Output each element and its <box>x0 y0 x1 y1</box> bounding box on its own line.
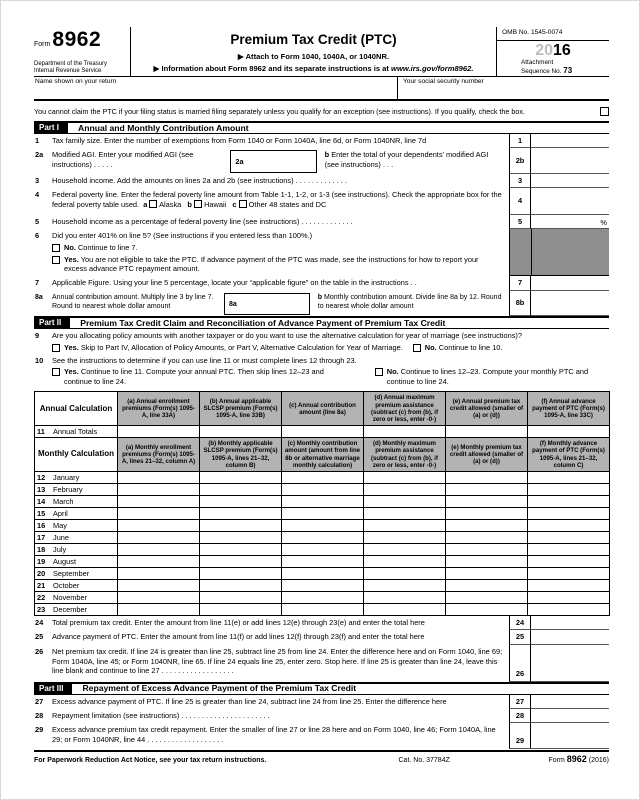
month-row-november: 22 November <box>35 591 610 603</box>
line27-box-label: 27 <box>509 695 531 709</box>
line29-text: Excess advance premium tax credit repayment. Enter the smaller of line 27 or line 28 here and on Form 1040, line 46; Form 1040A, line 29; or Form 1040NR, line 44 . . . . . . . . . . . . . . . . . . . <box>52 724 496 744</box>
part3-header <box>34 682 609 695</box>
line25-row <box>34 630 609 645</box>
line26-box-label: 26 <box>509 645 531 682</box>
march-cell-b[interactable] <box>200 495 282 507</box>
annual-col-f-header: (f) Annual advance payment of PTC (Form(s) 1095-A, line 33C) <box>528 392 610 426</box>
july-cell-a[interactable] <box>118 543 200 555</box>
line8a-number: 8a <box>35 294 43 302</box>
october-cell-b[interactable] <box>200 579 282 591</box>
annual-col-d-header: (d) Annual maximum premium assistance (subtract (c) from (b), if zero or less, enter -0-) <box>364 392 446 426</box>
line1-number: 1 <box>35 136 40 146</box>
line8a-amount-field[interactable] <box>241 294 309 314</box>
line8a-entry-box <box>224 293 310 315</box>
line1-text: Tax family size. Enter the number of exemptions from Form 1040 or Form 1040A, line 6d, or Form 1040NR, line 7d <box>52 136 427 146</box>
september-cell-c[interactable] <box>282 567 364 579</box>
june-cell-e[interactable] <box>446 531 528 543</box>
line29-box-label: 29 <box>509 723 531 749</box>
annual-col-e-header: (e) Annual premium tax credit allowed (smaller of (a) or (d)) <box>446 392 528 426</box>
june-cell-b[interactable] <box>200 531 282 543</box>
form-number: 8962 <box>52 28 102 51</box>
line25-amount-field[interactable] <box>531 630 609 645</box>
september-cell-f[interactable] <box>528 567 610 579</box>
line25-number: 25 <box>35 631 44 641</box>
september-cell-a[interactable] <box>118 567 200 579</box>
annual-calculation-label: Annual Calculation <box>35 392 118 426</box>
monthly-calculation-label: Monthly Calculation <box>35 438 118 472</box>
line6-text: Did you enter 401% on line 5? (See instructions if you entered less than 100%.) <box>52 231 313 241</box>
april-cell-f[interactable] <box>528 507 610 519</box>
irs-url: www.irs.gov/form8962. <box>391 64 474 74</box>
line29-amount-field[interactable] <box>531 723 609 749</box>
february-cell-f[interactable] <box>528 483 610 495</box>
line2-row <box>34 148 609 174</box>
line27-text: Excess advance payment of PTC. If line 25 is greater than line 24, subtract line 24 from line 25. Enter the difference here <box>52 696 447 706</box>
line4-alaska-checkbox[interactable] <box>149 200 157 208</box>
line4-row <box>34 188 609 215</box>
line11-cell-c[interactable] <box>282 426 364 438</box>
february-cell-a[interactable] <box>118 483 200 495</box>
month-row-june: 17 June <box>35 531 610 543</box>
month-row-october: 21 October <box>35 579 610 591</box>
monthly-col-d-header: (d) Monthly maximum premium assistance (subtract (c) from (b), if zero or less, enter -0-) <box>364 438 446 472</box>
part1-title: Annual and Monthly Contribution Amount <box>78 122 249 133</box>
may-cell-b[interactable] <box>200 519 282 531</box>
february-cell-e[interactable] <box>446 483 528 495</box>
may-cell-c[interactable] <box>282 519 364 531</box>
april-cell-c[interactable] <box>282 507 364 519</box>
part3-title: Repayment of Excess Advance Payment of the Premium Tax Credit <box>82 683 357 694</box>
line28-amount-field[interactable] <box>531 709 609 723</box>
line2a-text: Modified AGI. Enter your modified AGI (see instructions) . . . . . <box>52 150 194 169</box>
line25-box-label: 25 <box>509 630 531 645</box>
line7-row <box>34 276 609 291</box>
line28-box-label: 28 <box>509 709 531 723</box>
march-cell-e[interactable] <box>446 495 528 507</box>
line24-amount-field[interactable] <box>531 616 609 630</box>
line4-amount-field[interactable] <box>531 188 609 215</box>
line24-number: 24 <box>35 617 44 627</box>
january-cell-c[interactable] <box>282 471 364 483</box>
line6-number: 6 <box>35 231 40 241</box>
line8a-box-label: 8a <box>229 300 237 308</box>
line10-text: See the instructions to determine if you can use line 11 or must complete lines 12 through 23. <box>52 355 357 365</box>
line9-yes-checkbox[interactable] <box>52 344 60 352</box>
line6-row <box>34 229 609 276</box>
line8b-box-label: 8b <box>509 291 531 316</box>
august-cell-f[interactable] <box>528 555 610 567</box>
january-cell-f[interactable] <box>528 471 610 483</box>
catalog-number: Cat. No. 37784Z <box>398 756 450 764</box>
line2a-amount-field[interactable] <box>248 151 316 172</box>
line3-amount-field[interactable] <box>531 174 609 188</box>
line7-text: Applicable Figure. Using your line 5 percentage, locate your “applicable figure” on the table in the instructions . . <box>52 278 417 288</box>
july-cell-b[interactable] <box>200 543 282 555</box>
line28-number: 28 <box>35 710 44 720</box>
line2a-box-label: 2a <box>235 156 244 166</box>
monthly-col-a-header: (a) Monthly enrollment premiums (Form(s) 1095-A, lines 21–32, column A) <box>118 438 200 472</box>
part2-header <box>34 316 609 329</box>
annual-col-a-header: (a) Annual enrollment premiums (Form(s) 1095-A, line 33A) <box>118 392 200 426</box>
line6-no-checkbox[interactable] <box>52 244 60 252</box>
september-cell-b[interactable] <box>200 567 282 579</box>
november-cell-d[interactable] <box>364 591 446 603</box>
line7-number: 7 <box>35 278 40 288</box>
line10-yes-text: Yes. Continue to line 11. Compute your annual PTC. Then skip lines 12–23 and continue to line 24. <box>64 367 324 386</box>
line10-yes-checkbox[interactable] <box>52 368 60 376</box>
february-cell-b[interactable] <box>200 483 282 495</box>
paperwork-notice: For Paperwork Reduction Act Notice, see your tax return instructions. <box>34 756 267 764</box>
ssn-label: Your social security number <box>403 77 484 85</box>
august-cell-a[interactable] <box>118 555 200 567</box>
line4-other48-checkbox[interactable] <box>239 200 247 208</box>
line2a-number: 2a <box>35 150 44 160</box>
part1-label: Part I <box>34 123 68 133</box>
line7-box-label: 7 <box>509 276 531 291</box>
line3-number: 3 <box>35 176 40 186</box>
line10-no-checkbox[interactable] <box>375 368 383 376</box>
line24-row <box>34 616 609 630</box>
month-row-march: 14 March <box>35 495 610 507</box>
line4-hawaii-checkbox[interactable] <box>194 200 202 208</box>
line5-number: 5 <box>35 217 40 227</box>
line5-text: Household income as a percentage of federal poverty line (see instructions) . . . . . . . . . . . . . <box>52 217 353 227</box>
may-cell-a[interactable] <box>118 519 200 531</box>
line27-amount-field[interactable] <box>531 695 609 709</box>
november-cell-e[interactable] <box>446 591 528 603</box>
msfs-notice-row <box>34 101 609 121</box>
may-cell-f[interactable] <box>528 519 610 531</box>
exception-checkbox[interactable] <box>600 107 609 116</box>
november-cell-f[interactable] <box>528 591 610 603</box>
monthly-col-f-header: (f) Monthly advance payment of PTC (Form(s) 1095-A, lines 21–32, column C) <box>528 438 610 472</box>
february-cell-d[interactable] <box>364 483 446 495</box>
june-cell-a[interactable] <box>118 531 200 543</box>
part3-label: Part III <box>34 684 72 694</box>
october-cell-e[interactable] <box>446 579 528 591</box>
percent-suffix: % <box>600 217 607 227</box>
form-word: Form <box>34 41 51 48</box>
identity-row <box>34 76 609 101</box>
december-cell-d[interactable] <box>364 603 446 615</box>
monthly-col-c-header: (c) Monthly contribution amount (amount from line 8b or alternative marriage monthly calculation) <box>282 438 364 472</box>
line1-box-label: 1 <box>509 134 531 148</box>
line29-number: 29 <box>35 724 44 734</box>
line8-row <box>34 291 609 316</box>
december-cell-a[interactable] <box>118 603 200 615</box>
march-cell-a[interactable] <box>118 495 200 507</box>
august-cell-e[interactable] <box>446 555 528 567</box>
february-cell-c[interactable] <box>282 483 364 495</box>
msfs-notice-text: You cannot claim the PTC if your filing status is married filing separately unless you qualify for an exception (see instructions). If you qualify, check the box. <box>34 106 525 116</box>
line6-yes-text: Yes. You are not eligible to take the PTC. If advance payment of the PTC was made, see the instructions for how to report your excess advance PTC repayment amount. <box>64 254 479 274</box>
line11-cell-b[interactable] <box>200 426 282 438</box>
line11-cell-a[interactable] <box>118 426 200 438</box>
january-cell-e[interactable] <box>446 471 528 483</box>
dept-irs: Internal Revenue Service <box>34 68 102 75</box>
march-cell-d[interactable] <box>364 495 446 507</box>
january-cell-a[interactable] <box>118 471 200 483</box>
monthly-col-e-header: (e) Monthly premium tax credit allowed (smaller of (a) or (d)) <box>446 438 528 472</box>
august-cell-b[interactable] <box>200 555 282 567</box>
name-label: Name shown on your return <box>35 77 117 85</box>
page-title: Premium Tax Credit (PTC) <box>230 31 397 47</box>
annual-header-row <box>35 392 610 426</box>
line2b-box-label: 2b <box>509 148 531 174</box>
line11-cell-d[interactable] <box>364 426 446 438</box>
april-cell-a[interactable] <box>118 507 200 519</box>
form-title-block <box>131 27 496 76</box>
july-cell-f[interactable] <box>528 543 610 555</box>
july-cell-c[interactable] <box>282 543 364 555</box>
january-cell-b[interactable] <box>200 471 282 483</box>
september-cell-e[interactable] <box>446 567 528 579</box>
part1-header <box>34 121 609 134</box>
line3-text: Household income. Add the amounts on lines 2a and 2b (see instructions) . . . . . . . . . . . . . <box>52 176 347 186</box>
line5-row <box>34 215 609 229</box>
omb-block <box>496 27 609 76</box>
line4-text: Federal poverty line. Enter the federal poverty line amount from Table 1-1, 1-2, or 1-3 (see instructions). Check the appropriate box for the federal poverty table used. a Alaska b Hawaii c Other 48 states and DC <box>52 190 502 209</box>
july-cell-e[interactable] <box>446 543 528 555</box>
line8b-amount-field[interactable] <box>531 291 609 316</box>
month-row-september: 20 September <box>35 567 610 579</box>
line1-amount-field[interactable] <box>531 134 609 148</box>
monthly-header-row <box>35 438 610 472</box>
attachment-sequence: Attachment Sequence No. 73 <box>521 58 573 76</box>
month-row-april: 15 April <box>35 507 610 519</box>
april-cell-b[interactable] <box>200 507 282 519</box>
march-cell-f[interactable] <box>528 495 610 507</box>
tax-year: 2016 <box>535 41 571 59</box>
line9-text: Are you allocating policy amounts with another taxpayer or do you want to use the alternative calculation for year of marriage (see instructions)? <box>52 331 522 341</box>
line1-row <box>34 134 609 148</box>
line9-row <box>34 329 609 353</box>
line3-row <box>34 174 609 188</box>
line11-cell-f[interactable] <box>528 426 610 438</box>
line9-number: 9 <box>35 331 40 341</box>
may-cell-e[interactable] <box>446 519 528 531</box>
april-cell-d[interactable] <box>364 507 446 519</box>
line25-text: Advance payment of PTC. Enter the amount from line 11(f) or add lines 12(f) through 23(f) and enter the total here <box>52 631 425 641</box>
footer-form-id: Form 8962 (2016) <box>548 753 609 764</box>
line8b-text: b Monthly contribution amount. Divide line 8a by 12. Round to nearest whole dollar amount <box>317 294 502 311</box>
december-cell-f[interactable] <box>528 603 610 615</box>
month-row-july: 18 July <box>35 543 610 555</box>
month-row-december: 23 December <box>35 603 610 615</box>
line26-number: 26 <box>35 646 44 656</box>
month-row-may: 16 May <box>35 519 610 531</box>
march-cell-c[interactable] <box>282 495 364 507</box>
line28-text: Repayment limitation (see instructions) . . . . . . . . . . . . . . . . . . . . . . <box>52 710 270 720</box>
line8a-text: Annual contribution amount. Multiply line 3 by line 7. Round to nearest whole dollar amount <box>52 294 214 311</box>
june-cell-c[interactable] <box>282 531 364 543</box>
line11-label-cell: 11 Annual Totals <box>35 426 118 438</box>
november-cell-b[interactable] <box>200 591 282 603</box>
annual-col-b-header: (b) Annual applicable SLCSP premium (Form(s) 1095-A, line 33B) <box>200 392 282 426</box>
line9-no-text: No. Continue to line 10. <box>424 342 503 352</box>
january-cell-d[interactable] <box>364 471 446 483</box>
omb-number: OMB No. 1545-0074 <box>497 27 609 41</box>
monthly-col-b-header: (b) Monthly applicable SLCSP premium (Form(s) 1095-A, lines 21–32, column B) <box>200 438 282 472</box>
line6-yes-checkbox[interactable] <box>52 256 60 264</box>
december-cell-b[interactable] <box>200 603 282 615</box>
dept-treasury: Department of the Treasury <box>34 61 108 68</box>
line10-row <box>34 354 609 390</box>
line6-shaded-noentry <box>509 229 609 276</box>
june-cell-f[interactable] <box>528 531 610 543</box>
june-cell-d[interactable] <box>364 531 446 543</box>
ssn-field[interactable] <box>397 77 609 99</box>
line10-no-text: No. Continue to lines 12–23. Compute your monthly PTC and continue to line 24. <box>386 367 589 386</box>
july-cell-d[interactable] <box>364 543 446 555</box>
line9-no-checkbox[interactable] <box>413 344 421 352</box>
april-cell-e[interactable] <box>446 507 528 519</box>
line3-box-label: 3 <box>509 174 531 188</box>
attach-instruction: ▶ Attach to Form 1040, 1040A, or 1040NR. <box>237 52 390 62</box>
part2-title: Premium Tax Credit Claim and Reconciliation of Advance Payment of Premium Tax Credit <box>80 317 446 328</box>
line2b-amount-field[interactable] <box>531 148 609 174</box>
part2-label: Part II <box>34 318 70 328</box>
ptc-calculation-table <box>34 391 610 616</box>
annual-col-c-header: (c) Annual contribution amount (line 8a) <box>282 392 364 426</box>
september-cell-d[interactable] <box>364 567 446 579</box>
month-row-february: 13 February <box>35 483 610 495</box>
november-cell-c[interactable] <box>282 591 364 603</box>
line28-row <box>34 709 609 723</box>
october-cell-a[interactable] <box>118 579 200 591</box>
august-cell-c[interactable] <box>282 555 364 567</box>
line4-number: 4 <box>35 190 40 200</box>
line9-yes-text: Yes. Skip to Part IV, Allocation of Policy Amounts, or Part V, Alternative Calculation for Year of Marriage. <box>64 342 403 352</box>
form-footer <box>34 750 609 766</box>
month-row-january: 12 January <box>35 471 610 483</box>
line11-row <box>35 426 610 438</box>
november-cell-a[interactable] <box>118 591 200 603</box>
line24-text: Total premium tax credit. Enter the amount from line 11(e) or add lines 12(e) through 23(e) and enter the total here <box>52 617 425 627</box>
line5-amount-field[interactable] <box>531 215 609 229</box>
line11-cell-e[interactable] <box>446 426 528 438</box>
december-cell-c[interactable] <box>282 603 364 615</box>
line2a-entry-box <box>230 150 316 173</box>
form-number-block <box>34 27 131 76</box>
october-cell-d[interactable] <box>364 579 446 591</box>
december-cell-e[interactable] <box>446 603 528 615</box>
line10-number: 10 <box>35 355 44 365</box>
info-instruction: ▶ Information about Form 8962 and its separate instructions is at www.irs.gov/form8962. <box>153 64 474 74</box>
line26-text: Net premium tax credit. If line 24 is greater than line 25, subtract line 25 from line 24. Enter the difference here and on Form 1040, line 69; Form 1040A, line 45; or Form 1040NR, line 65. If line 24 equals line 25, enter zero. Stop here. If line 25 is greater than line 24, leave this line blank and continue to line 27 . . . . . . . . . . . . . . . . . . <box>52 646 503 676</box>
october-cell-f[interactable] <box>528 579 610 591</box>
october-cell-c[interactable] <box>282 579 364 591</box>
line27-row <box>34 695 609 709</box>
line4-box-label: 4 <box>509 188 531 215</box>
line27-number: 27 <box>35 696 44 706</box>
form-header <box>34 27 609 76</box>
august-cell-d[interactable] <box>364 555 446 567</box>
month-row-august: 19 August <box>35 555 610 567</box>
line5-box-label: 5 <box>509 215 531 229</box>
line6-no-text: No. Continue to line 7. <box>64 242 138 252</box>
line7-amount-field[interactable] <box>531 276 609 291</box>
line26-row <box>34 645 609 682</box>
name-field[interactable] <box>34 77 397 99</box>
line24-box-label: 24 <box>509 616 531 630</box>
may-cell-d[interactable] <box>364 519 446 531</box>
line2b-text: b Enter the total of your dependents' modified AGI (see instructions) . . . <box>324 150 489 169</box>
line26-amount-field[interactable] <box>531 645 609 682</box>
line29-row <box>34 723 609 749</box>
